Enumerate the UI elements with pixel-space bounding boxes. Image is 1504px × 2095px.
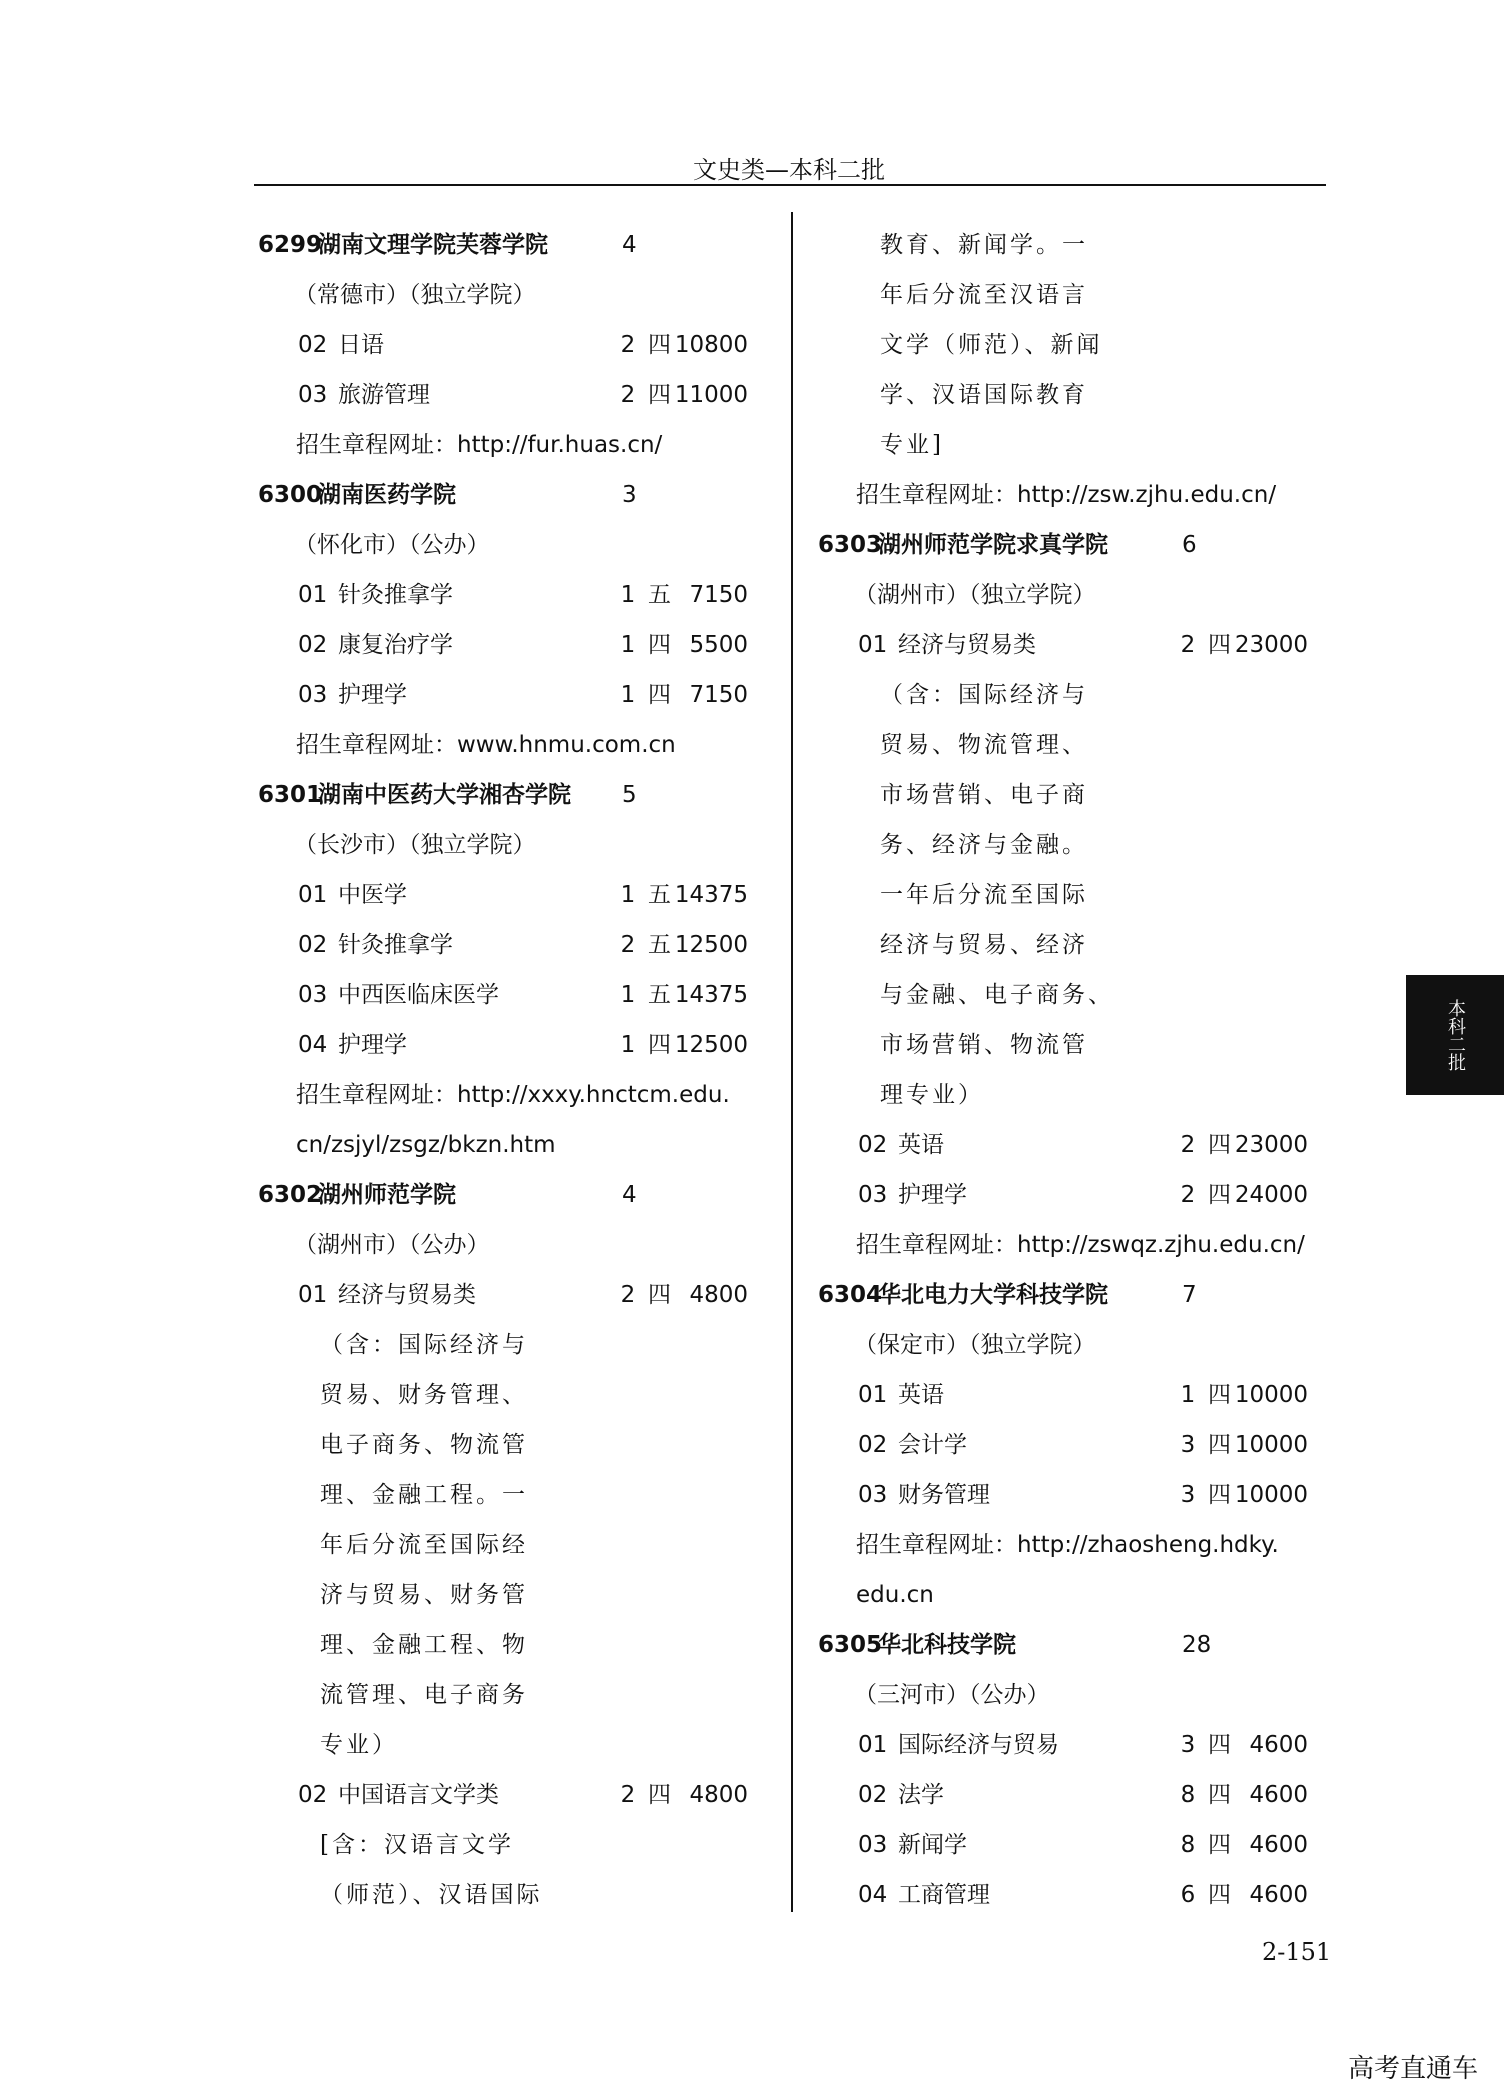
major-row — [258, 1770, 758, 1820]
major-count: 8 — [1180, 1832, 1196, 1858]
school-quota: 7 — [1182, 1282, 1197, 1308]
major-code: 01 — [858, 1732, 888, 1758]
major-years: 五 — [648, 582, 671, 608]
major-row — [818, 1820, 1338, 1870]
school-location: （常德市）（独立学院） — [294, 282, 536, 308]
school-location: （三河市）（公办） — [854, 1682, 1050, 1708]
major-count: 3 — [1180, 1432, 1196, 1458]
school-location: （湖州市）（独立学院） — [854, 582, 1096, 608]
major-row — [258, 870, 758, 920]
watermark: 高考直通车 — [1347, 2054, 1478, 2084]
major-code: 02 — [858, 1782, 888, 1808]
major-years: 四 — [1208, 1132, 1231, 1158]
major-name-cell — [298, 920, 453, 970]
major-years: 四 — [1208, 1432, 1231, 1458]
major-row — [258, 1020, 758, 1070]
major-note: 文学（师范）、新闻 — [880, 332, 1103, 358]
major-fee: 4800 — [689, 1282, 748, 1308]
major-count: 1 — [620, 582, 636, 608]
admission-url: 招生章程网址：www.hnmu.com.cn — [296, 732, 676, 758]
major-name: 针灸推拿学 — [338, 582, 453, 608]
major-note: 年后分流至汉语言 — [880, 282, 1088, 308]
major-code: 02 — [858, 1132, 888, 1158]
major-years: 五 — [648, 982, 671, 1008]
major-fee: 12500 — [674, 1032, 748, 1058]
major-name-cell — [298, 620, 453, 670]
admission-url: 招生章程网址：http://fur.huas.cn/ — [296, 432, 663, 458]
major-note: 务、经济与金融。 — [880, 832, 1088, 858]
school-name: 华北电力大学科技学院 — [878, 1282, 1108, 1308]
school-quota: 4 — [622, 232, 637, 258]
major-note: 贸易、物流管理、 — [880, 732, 1088, 758]
school-quota: 4 — [622, 1182, 637, 1208]
major-name: 新闻学 — [898, 1832, 967, 1858]
major-name-cell — [858, 1120, 944, 1170]
major-note: （含：国际经济与 — [880, 682, 1088, 708]
major-code: 03 — [298, 982, 328, 1008]
major-years: 四 — [1208, 1882, 1231, 1908]
major-count: 1 — [620, 882, 636, 908]
school-location: （湖州市）（公办） — [294, 1232, 490, 1258]
major-fee: 7150 — [689, 682, 748, 708]
school-code: 6301 — [258, 782, 323, 808]
major-row — [818, 1370, 1338, 1420]
major-fee: 10000 — [1234, 1432, 1308, 1458]
major-note: 教育、新闻学。一 — [880, 232, 1088, 258]
major-name-cell — [858, 1420, 967, 1470]
major-code: 03 — [858, 1832, 888, 1858]
major-name: 国际经济与贸易 — [898, 1732, 1059, 1758]
school-entry — [258, 770, 758, 820]
admission-url-continued: edu.cn — [856, 1582, 934, 1608]
major-note: 市场营销、电子商 — [880, 782, 1088, 808]
major-name: 会计学 — [898, 1432, 967, 1458]
school-code: 6299 — [258, 232, 323, 258]
major-fee: 23000 — [1234, 632, 1308, 658]
major-count: 1 — [620, 982, 636, 1008]
major-fee: 24000 — [1234, 1182, 1308, 1208]
page-number: 2-151 — [1262, 1938, 1332, 1966]
major-row — [258, 1270, 758, 1320]
major-fee: 10000 — [1234, 1482, 1308, 1508]
major-fee: 7150 — [689, 582, 748, 608]
major-name-cell — [858, 1470, 990, 1520]
major-fee: 12500 — [674, 932, 748, 958]
major-code: 04 — [858, 1882, 888, 1908]
major-row — [818, 1720, 1338, 1770]
major-note: 理、金融工程、物 — [320, 1632, 528, 1658]
column-divider — [791, 212, 793, 1912]
major-code: 02 — [298, 932, 328, 958]
major-name-cell — [858, 1170, 967, 1220]
major-code: 03 — [858, 1482, 888, 1508]
major-name-cell — [858, 1770, 944, 1820]
major-note: 贸易、财务管理、 — [320, 1382, 528, 1408]
school-entry — [818, 1620, 1338, 1670]
major-note: 电子商务、物流管 — [320, 1432, 528, 1458]
major-name: 经济与贸易类 — [898, 632, 1036, 658]
major-code: 01 — [858, 1382, 888, 1408]
major-row — [818, 620, 1338, 670]
major-name: 护理学 — [338, 682, 407, 708]
major-name-cell — [858, 620, 1036, 670]
major-row — [258, 370, 758, 420]
major-name: 财务管理 — [898, 1482, 990, 1508]
major-years: 四 — [1208, 1382, 1231, 1408]
major-note: 专业） — [320, 1732, 398, 1758]
major-name: 英语 — [898, 1132, 944, 1158]
school-name: 湖南中医药大学湘杏学院 — [318, 782, 571, 808]
major-row — [258, 320, 758, 370]
school-location: （怀化市）（公办） — [294, 532, 490, 558]
major-fee: 5500 — [689, 632, 748, 658]
major-years: 四 — [648, 682, 671, 708]
major-count: 1 — [1180, 1382, 1196, 1408]
school-location: （保定市）（独立学院） — [854, 1332, 1096, 1358]
major-name-cell — [298, 1770, 499, 1820]
major-count: 6 — [1180, 1882, 1196, 1908]
major-count: 2 — [620, 1282, 636, 1308]
school-code: 6304 — [818, 1282, 883, 1308]
major-name-cell — [858, 1370, 944, 1420]
right-column — [818, 220, 1338, 1920]
major-row — [818, 1120, 1338, 1170]
major-fee: 4600 — [1249, 1782, 1308, 1808]
major-note: 学、汉语国际教育 — [880, 382, 1088, 408]
major-count: 2 — [620, 332, 636, 358]
school-location: （长沙市）（独立学院） — [294, 832, 536, 858]
major-fee: 14375 — [674, 982, 748, 1008]
admission-url: 招生章程网址：http://xxxy.hnctcm.edu. — [296, 1082, 730, 1108]
major-years: 四 — [648, 1282, 671, 1308]
school-entry — [818, 520, 1338, 570]
side-tab-label: 本科二批 — [1445, 999, 1466, 1071]
major-note: （含：国际经济与 — [320, 1332, 528, 1358]
major-fee: 4600 — [1249, 1732, 1308, 1758]
major-count: 1 — [620, 632, 636, 658]
major-row — [258, 920, 758, 970]
major-name-cell — [298, 970, 499, 1020]
page-header-title: 文史类—本科二批 — [693, 156, 885, 184]
school-quota: 5 — [622, 782, 637, 808]
major-note: 市场营销、物流管 — [880, 1032, 1088, 1058]
major-fee: 10000 — [1234, 1382, 1308, 1408]
school-name: 华北科技学院 — [878, 1632, 1016, 1658]
admission-url: 招生章程网址：http://zsw.zjhu.edu.cn/ — [856, 482, 1277, 508]
major-row — [818, 1770, 1338, 1820]
side-tab — [1406, 975, 1504, 1095]
major-row — [818, 1870, 1338, 1920]
major-fee: 11000 — [674, 382, 748, 408]
major-note: 济与贸易、财务管 — [320, 1582, 528, 1608]
major-code: 02 — [858, 1432, 888, 1458]
major-name: 中医学 — [338, 882, 407, 908]
major-note: 与金融、电子商务、 — [880, 982, 1114, 1008]
major-fee: 4800 — [689, 1782, 748, 1808]
school-entry — [258, 220, 758, 270]
major-name: 工商管理 — [898, 1882, 990, 1908]
major-name: 护理学 — [338, 1032, 407, 1058]
major-count: 3 — [1180, 1732, 1196, 1758]
major-name: 中国语言文学类 — [338, 1782, 499, 1808]
major-name-cell — [298, 370, 430, 420]
school-entry — [818, 1270, 1338, 1320]
major-note: 专业] — [880, 432, 944, 458]
major-count: 2 — [620, 382, 636, 408]
major-years: 四 — [648, 382, 671, 408]
major-row — [818, 1420, 1338, 1470]
admission-url-continued: cn/zsjyl/zsgz/bkzn.htm — [296, 1132, 556, 1158]
major-fee: 14375 — [674, 882, 748, 908]
major-note: （师范）、汉语国际 — [320, 1882, 543, 1908]
major-name: 康复治疗学 — [338, 632, 453, 658]
major-years: 四 — [648, 1782, 671, 1808]
major-code: 03 — [858, 1182, 888, 1208]
major-name: 日语 — [338, 332, 384, 358]
major-count: 1 — [620, 1032, 636, 1058]
major-name-cell — [858, 1720, 1059, 1770]
major-row — [258, 670, 758, 720]
major-name-cell — [298, 1270, 476, 1320]
major-name: 英语 — [898, 1382, 944, 1408]
major-years: 四 — [1208, 1732, 1231, 1758]
major-count: 8 — [1180, 1782, 1196, 1808]
major-name-cell — [858, 1870, 990, 1920]
major-row — [258, 620, 758, 670]
major-years: 四 — [1208, 1182, 1231, 1208]
major-code: 01 — [858, 632, 888, 658]
major-fee: 4600 — [1249, 1832, 1308, 1858]
major-count: 3 — [1180, 1482, 1196, 1508]
major-row — [818, 1170, 1338, 1220]
major-fee: 10800 — [674, 332, 748, 358]
major-code: 01 — [298, 1282, 328, 1308]
major-years: 四 — [648, 332, 671, 358]
major-count: 1 — [620, 682, 636, 708]
major-code: 01 — [298, 582, 328, 608]
major-note: 经济与贸易、经济 — [880, 932, 1088, 958]
major-years: 四 — [1208, 1832, 1231, 1858]
major-note: 一年后分流至国际 — [880, 882, 1088, 908]
major-note: [含：汉语言文学 — [320, 1832, 514, 1858]
admission-url: 招生章程网址：http://zswqz.zjhu.edu.cn/ — [856, 1232, 1305, 1258]
major-name-cell — [298, 1020, 407, 1070]
school-name: 湖南文理学院芙蓉学院 — [318, 232, 548, 258]
major-code: 01 — [298, 882, 328, 908]
major-count: 2 — [620, 1782, 636, 1808]
school-code: 6305 — [818, 1632, 883, 1658]
major-code: 02 — [298, 332, 328, 358]
school-name: 湖州师范学院 — [318, 1182, 456, 1208]
school-quota: 28 — [1182, 1632, 1212, 1658]
major-code: 03 — [298, 382, 328, 408]
major-name-cell — [298, 670, 407, 720]
major-code: 03 — [298, 682, 328, 708]
major-name-cell — [298, 570, 453, 620]
admission-url: 招生章程网址：http://zhaosheng.hdky. — [856, 1532, 1279, 1558]
major-note: 年后分流至国际经 — [320, 1532, 528, 1558]
major-years: 四 — [648, 1032, 671, 1058]
major-row — [258, 570, 758, 620]
school-code: 6303 — [818, 532, 883, 558]
major-name: 针灸推拿学 — [338, 932, 453, 958]
major-name-cell — [298, 870, 407, 920]
major-name: 旅游管理 — [338, 382, 430, 408]
major-years: 四 — [1208, 1482, 1231, 1508]
school-quota: 6 — [1182, 532, 1197, 558]
major-name-cell — [858, 1820, 967, 1870]
left-column — [258, 220, 758, 1920]
school-name: 湖南医药学院 — [318, 482, 456, 508]
major-code: 02 — [298, 1782, 328, 1808]
header-rule — [254, 184, 1326, 186]
major-years: 四 — [1208, 1782, 1231, 1808]
major-count: 2 — [620, 932, 636, 958]
school-quota: 3 — [622, 482, 637, 508]
major-count: 2 — [1180, 632, 1196, 658]
school-entry — [258, 470, 758, 520]
major-row — [258, 970, 758, 1020]
major-name: 中西医临床医学 — [338, 982, 499, 1008]
major-years: 四 — [648, 632, 671, 658]
school-code: 6300 — [258, 482, 323, 508]
major-count: 2 — [1180, 1182, 1196, 1208]
school-entry — [258, 1170, 758, 1220]
major-note: 流管理、电子商务 — [320, 1682, 528, 1708]
major-fee: 4600 — [1249, 1882, 1308, 1908]
major-note: 理专业） — [880, 1082, 984, 1108]
major-name: 经济与贸易类 — [338, 1282, 476, 1308]
major-name-cell — [298, 320, 384, 370]
major-name: 护理学 — [898, 1182, 967, 1208]
school-code: 6302 — [258, 1182, 323, 1208]
major-fee: 23000 — [1234, 1132, 1308, 1158]
major-years: 四 — [1208, 632, 1231, 658]
major-years: 五 — [648, 882, 671, 908]
major-code: 04 — [298, 1032, 328, 1058]
major-count: 2 — [1180, 1132, 1196, 1158]
major-row — [818, 1470, 1338, 1520]
major-code: 02 — [298, 632, 328, 658]
major-name: 法学 — [898, 1782, 944, 1808]
major-note: 理、金融工程。一 — [320, 1482, 528, 1508]
school-name: 湖州师范学院求真学院 — [878, 532, 1108, 558]
major-years: 五 — [648, 932, 671, 958]
